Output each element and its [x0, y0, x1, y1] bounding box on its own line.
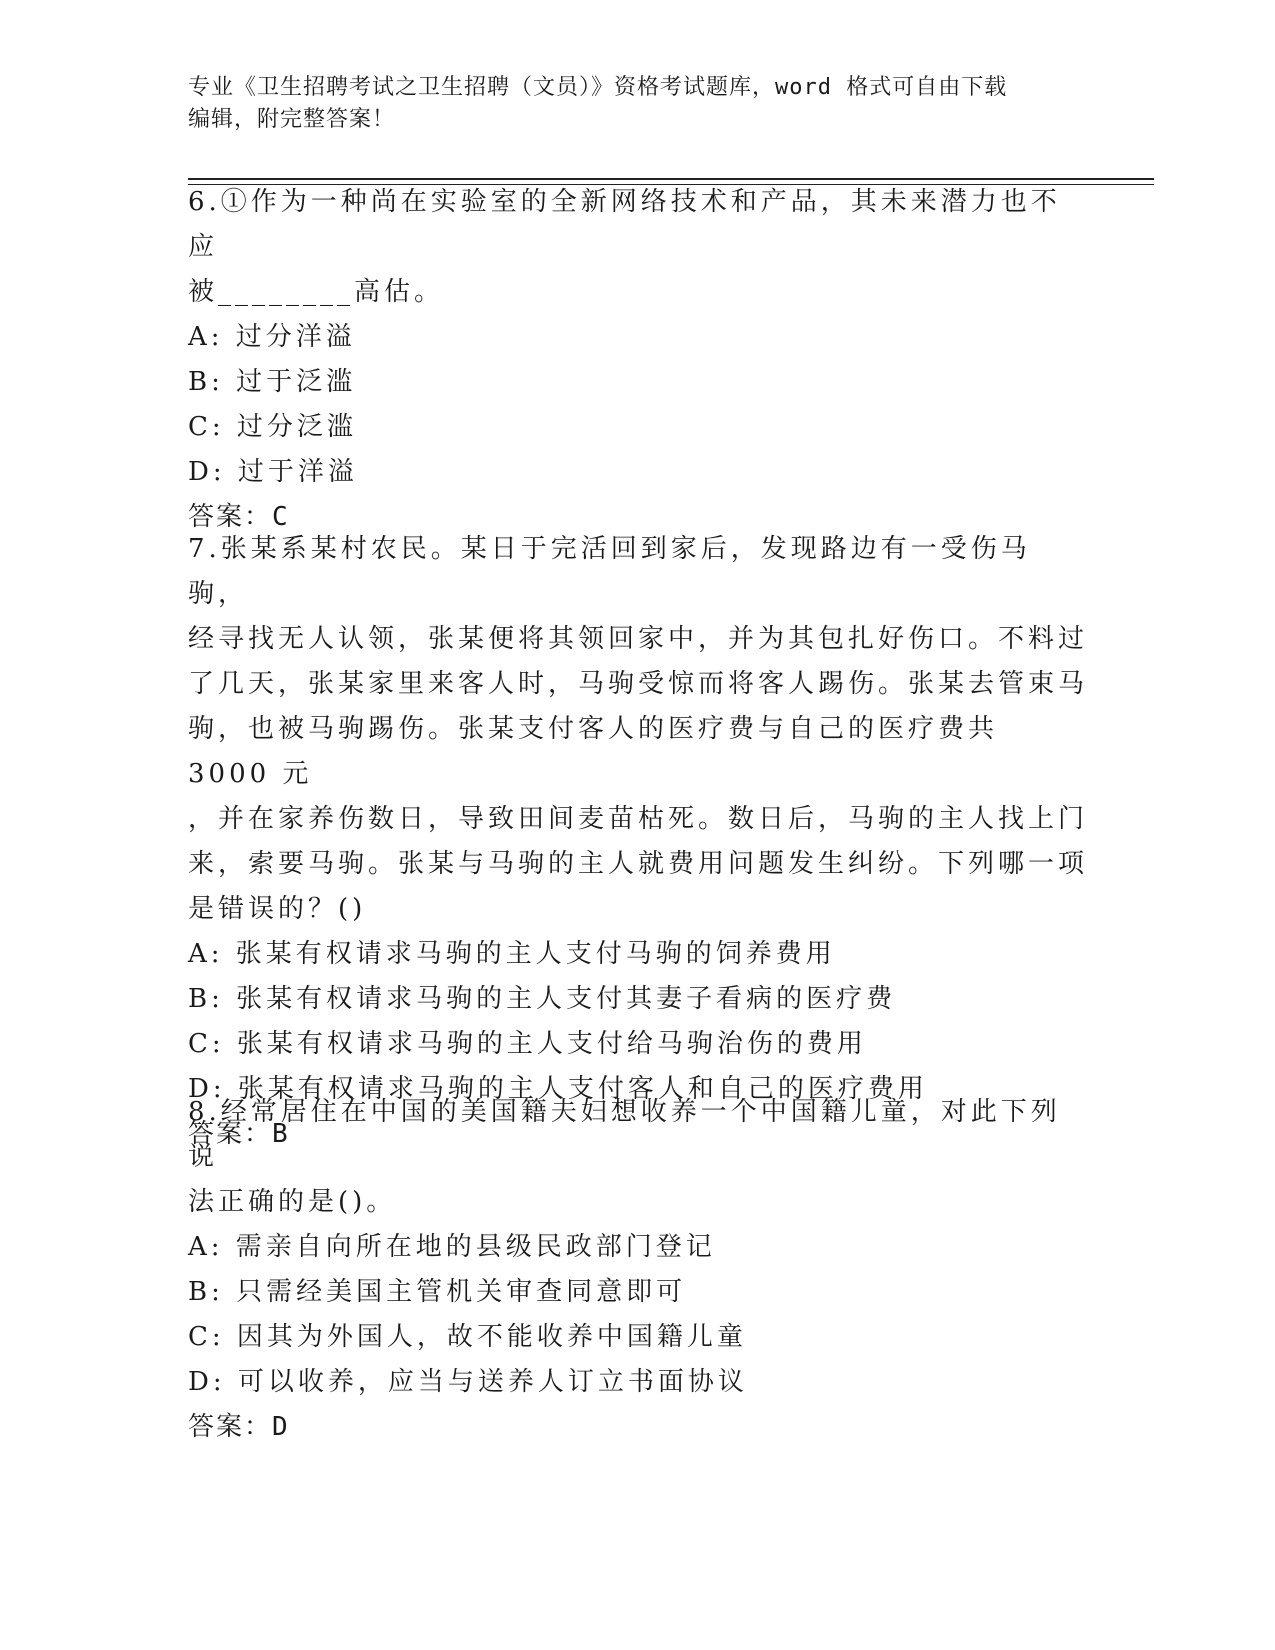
question-stem-line: 法正确的是()。 [188, 1187, 397, 1217]
document-header [188, 72, 1088, 136]
option-a: A: 过分洋溢 [188, 322, 356, 352]
question-stem-line: ，并在家养伤数日，导致田间麦苗枯死。数日后，马驹的主人找上门 [188, 804, 1089, 834]
question-6 [188, 180, 1088, 540]
option-c: C: 因其为外国人，故不能收养中国籍儿童 [188, 1322, 747, 1352]
option-c: C: 过分泛滥 [188, 412, 357, 442]
answer-value: D [272, 1412, 289, 1442]
option-b: B: 只需经美国主管机关审查同意即可 [188, 1277, 687, 1307]
answer-label: 答案： [188, 502, 273, 532]
option-c: C: 张某有权请求马驹的主人支付给马驹治伤的费用 [188, 1029, 867, 1059]
answer-value: C [272, 502, 289, 532]
option-b: B: 张某有权请求马驹的主人支付其妻子看病的医疗费 [188, 984, 897, 1014]
option-a: A: 需亲自向所在地的县级民政部门登记 [188, 1232, 716, 1262]
question-stem-line: 8.经常居住在中国的美国籍夫妇想收养一个中国籍儿童，对此下列说 [188, 1097, 1061, 1172]
header-line-1: 专业《卫生招聘考试之卫生招聘（文员）》资格考试题库，word 格式可自由下载 [188, 75, 1008, 100]
option-b: B: 过于泛滥 [188, 367, 357, 397]
option-d: D: 过于洋溢 [188, 457, 358, 487]
option-d: D: 可以收养，应当与送养人订立书面协议 [188, 1367, 748, 1397]
option-d: D: 张某有权请求马驹的主人支付客人和自己的医疗费用 [188, 1074, 928, 1104]
question-8 [188, 1090, 1088, 1450]
question-stem-line: 了几天，张某家里来客人时，马驹受惊而将客人踢伤。张某去管束马 [188, 669, 1089, 699]
question-7 [188, 527, 1088, 1157]
question-stem-line: 是错误的？() [188, 894, 367, 924]
question-stem-line: 7.张某系某村农民。某日于完活回到家后，发现路边有一受伤马驹， [188, 534, 1031, 609]
question-stem-line: 6.①作为一种尚在实验室的全新网络技术和产品，其未来潜力也不应 [188, 187, 1061, 262]
question-stem-line: 驹，也被马驹踢伤。张某支付客人的医疗费与自己的医疗费共 3000 元 [188, 714, 999, 789]
question-stem-line: 被________高估。 [188, 277, 445, 307]
answer-line [188, 1405, 1088, 1450]
answer-label: 答案： [188, 1119, 273, 1149]
header-line-2: 编辑，附完整答案！ [188, 107, 396, 132]
answer-value: B [272, 1119, 289, 1149]
question-stem-line: 来，索要马驹。张某与马驹的主人就费用问题发生纠纷。下列哪一项 [188, 849, 1089, 879]
answer-label: 答案： [188, 1412, 273, 1442]
question-stem-line: 经寻找无人认领，张某便将其领回家中，并为其包扎好伤口。不料过 [188, 624, 1089, 654]
option-a: A: 张某有权请求马驹的主人支付马驹的饲养费用 [188, 939, 836, 969]
